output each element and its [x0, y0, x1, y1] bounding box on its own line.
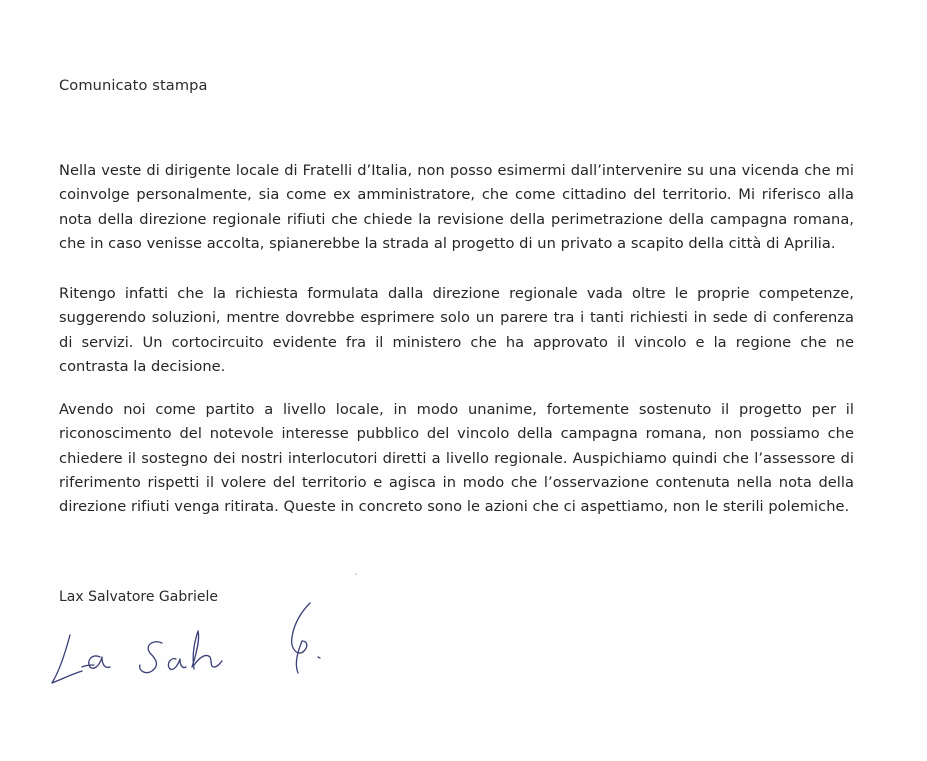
document-title: Comunicato stampa [59, 77, 208, 94]
paragraph-2: Ritengo infatti che la richiesta formulata dalla direzione regionale vada oltre le proprie competenze, suggerendo soluzioni, mentre dovrebbe esprimere solo un parere tra i tanti richiesti in sede di conferenza di servizi. Un cortocircuito evidente fra il ministero che ha approvato il vincolo e la regione che ne contrasta la decisione. [59, 285, 854, 375]
paragraph-1: Nella veste di dirigente locale di Fratelli d’Italia, non posso esimermi dall’intervenire su una vicenda che mi coinvolge personalmente, sia come ex amministratore, che come cittadino del territorio. Mi riferisco alla nota della direzione regionale rifiuti che chiede la revisione della perimetrazione della campagna romana, che in caso venisse accolta, spianerebbe la strada al progetto di un privato a scapito della città di Aprilia. [59, 162, 854, 252]
scan-speck [355, 573, 357, 575]
author-name: Lax Salvatore Gabriele [59, 589, 218, 605]
handwritten-signature [40, 595, 340, 695]
paragraph-3: Avendo noi come partito a livello locale, in modo unanime, fortemente sostenuto il progetto per il riconoscimento del notevole interesse pubblico del vincolo della campagna romana, non possiamo che chiedere il sostegno dei nostri interlocutori diretti a livello regionale. Auspichiamo quindi che l’assessore di riferimento rispetti il volere del territorio e agisca in modo che l’osservazione contenuta nella nota della direzione rifiuti venga ritirata. Queste in concreto sono le azioni che ci aspettiamo, non le sterili polemiche. [59, 401, 854, 516]
